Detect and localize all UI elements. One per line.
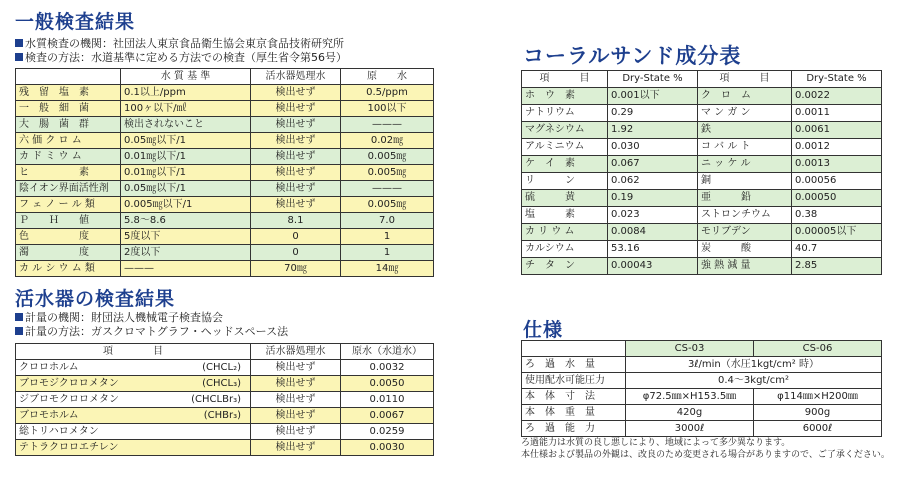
table-row [522, 173, 882, 190]
item-name: 陰イオン界面活性剤 [16, 181, 121, 197]
table-row [16, 245, 434, 261]
element-value: 0.001以下 [608, 88, 698, 105]
element-value: 53.16 [608, 241, 698, 258]
spec-value-cs06: 900g [754, 405, 882, 421]
table-row [522, 389, 882, 405]
table-row [522, 373, 882, 389]
item-name: 残 留 塩 素 [16, 85, 121, 101]
raw-water-value: 100以下 [341, 101, 434, 117]
item-label: クロロホルム [19, 361, 79, 373]
table-row [16, 101, 434, 117]
spec-value-cs03: 3000ℓ [626, 421, 754, 437]
treated-water-value: 検出せず [251, 440, 341, 456]
column-header: 活水器処理水 [251, 344, 341, 360]
raw-water-value: 0.02㎎ [341, 133, 434, 149]
treated-water-value: 検出せず [251, 408, 341, 424]
item-formula: (CHBr₃) [203, 409, 241, 421]
item-formula: (CHCL₃) [202, 377, 241, 389]
item-label: ブロモホルム [19, 409, 79, 421]
item-name: 濁 度 [16, 245, 121, 261]
element-name: カ リ ウ ム [522, 224, 608, 241]
table-row [522, 207, 882, 224]
table-row [522, 224, 882, 241]
raw-water-value: 0.5/ppm [341, 85, 434, 101]
table-header-row [16, 69, 434, 85]
treated-water-value: 検出せず [251, 376, 341, 392]
column-header: 活水器処理水 [251, 69, 341, 85]
spec-label: 本 体 重 量 [522, 405, 626, 421]
coral-sand-composition-title: コーラルサンド成分表 [523, 44, 742, 68]
raw-water-value: 0.0067 [341, 408, 434, 424]
model-header: CS-03 [626, 341, 754, 357]
element-value: 0.0012 [792, 139, 882, 156]
table-header-row [16, 344, 434, 360]
table-row [16, 229, 434, 245]
element-value: 0.00056 [792, 173, 882, 190]
treated-water-value: 0 [251, 229, 341, 245]
table-row [522, 405, 882, 421]
treated-water-value: 70㎎ [251, 261, 341, 277]
table-row [522, 421, 882, 437]
raw-water-value: 0.0259 [341, 424, 434, 440]
measurement-method: 計量の方法：ガスクロマトグラフ・ヘッドスペース法 [15, 325, 288, 338]
water-quality-standard: ——— [121, 261, 251, 277]
spec-value-cs03: 420g [626, 405, 754, 421]
model-header: CS-06 [754, 341, 882, 357]
table-row [522, 190, 882, 207]
raw-water-value: 0.0110 [341, 392, 434, 408]
table-row [522, 258, 882, 275]
element-name: ニ ッ ケ ル [698, 156, 792, 173]
element-value: 0.19 [608, 190, 698, 207]
model-header [522, 341, 626, 357]
element-name: アルミニウム [522, 139, 608, 156]
raw-water-value: 14㎎ [341, 261, 434, 277]
water-quality-standard: 0.01㎎以下/1 [121, 165, 251, 181]
water-quality-standard: 0.01㎎以下/1 [121, 149, 251, 165]
table-row [522, 357, 882, 373]
column-header: Dry-State % [608, 71, 698, 88]
table-row [16, 376, 434, 392]
water-quality-standard: 0.1以上/ppm [121, 85, 251, 101]
general-inspection-table [15, 68, 434, 277]
treated-water-value: 検出せず [251, 117, 341, 133]
treated-water-value: 8.1 [251, 213, 341, 229]
general-inspection-title: 一般検査結果 [15, 11, 136, 33]
spec-label: 使用配水可能圧力 [522, 373, 626, 389]
water-activator-inspection-title: 活水器の検査結果 [15, 288, 176, 310]
table-row [16, 85, 434, 101]
column-header: 原 水 [341, 69, 434, 85]
table-header-row [522, 341, 882, 357]
column-header: Dry-State % [792, 71, 882, 88]
specification-table [521, 340, 882, 437]
spec-value: 3ℓ/min（水圧1kgt/cm² 時） [626, 357, 882, 373]
element-name: ケ イ 素 [522, 156, 608, 173]
item-name [16, 440, 251, 456]
item-name: 大 腸 菌 群 [16, 117, 121, 133]
water-quality-standard: 2度以下 [121, 245, 251, 261]
raw-water-value: 0.005㎎ [341, 149, 434, 165]
item-name [16, 392, 251, 408]
raw-water-value: 7.0 [341, 213, 434, 229]
spec-value-cs06: 6000ℓ [754, 421, 882, 437]
column-header: 項 目 [698, 71, 792, 88]
treated-water-value: 検出せず [251, 165, 341, 181]
item-name [16, 360, 251, 376]
element-value: 0.023 [608, 207, 698, 224]
element-name: 強 熱 減 量 [698, 258, 792, 275]
water-quality-standard: 5.8～8.6 [121, 213, 251, 229]
element-value: 0.067 [608, 156, 698, 173]
table-row [16, 440, 434, 456]
element-value: 0.0022 [792, 88, 882, 105]
element-value: 0.00005以下 [792, 224, 882, 241]
item-name: 六 価 ク ロ ム [16, 133, 121, 149]
treated-water-value: 検出せず [251, 197, 341, 213]
inspection-method: 検査の方法：水道基準に定める方法での検査（厚生省令第56号） [15, 51, 347, 64]
water-quality-standard: 100ヶ以下/㎖ [121, 101, 251, 117]
table-row [16, 181, 434, 197]
table-row [16, 360, 434, 376]
measurement-organization: 計量の機関：財団法人機械電子検査協会 [15, 311, 223, 324]
raw-water-value: ——— [341, 181, 434, 197]
element-value: 0.38 [792, 207, 882, 224]
element-value: 0.29 [608, 105, 698, 122]
item-name [16, 424, 251, 440]
element-name: ク ロ ム [698, 88, 792, 105]
table-row [16, 424, 434, 440]
table-row [16, 408, 434, 424]
column-header [16, 69, 121, 85]
treated-water-value: 検出せず [251, 181, 341, 197]
treated-water-value: 検出せず [251, 360, 341, 376]
coral-sand-composition-table [521, 70, 882, 275]
raw-water-value: 1 [341, 245, 434, 261]
table-row [16, 117, 434, 133]
raw-water-value: 0.005㎎ [341, 197, 434, 213]
element-value: 0.00050 [792, 190, 882, 207]
element-value: 0.0013 [792, 156, 882, 173]
item-label: ブロモジクロロメタン [19, 377, 119, 389]
raw-water-value: 0.0032 [341, 360, 434, 376]
water-quality-standard: 検出されないこと [121, 117, 251, 133]
element-value: 0.00043 [608, 258, 698, 275]
table-header-row [522, 71, 882, 88]
spec-label: ろ 過 能 力 [522, 421, 626, 437]
water-quality-standard: 0.05㎎以下/1 [121, 133, 251, 149]
item-formula: (CHCL₂) [202, 361, 241, 373]
item-label: 総トリハロメタン [19, 425, 99, 437]
item-name [16, 376, 251, 392]
element-value: 0.0084 [608, 224, 698, 241]
element-value: 1.92 [608, 122, 698, 139]
column-header: 項 目 [522, 71, 608, 88]
treated-water-value: 検出せず [251, 392, 341, 408]
water-activator-inspection-table [15, 343, 434, 456]
table-row [522, 139, 882, 156]
column-header: 項 目 [16, 344, 251, 360]
element-name: マグネシウム [522, 122, 608, 139]
element-name: 亜 鉛 [698, 190, 792, 207]
item-name: 色 度 [16, 229, 121, 245]
item-name: カ ド ミ ウ ム [16, 149, 121, 165]
column-header: 水 質 基 準 [121, 69, 251, 85]
element-value: 0.030 [608, 139, 698, 156]
water-quality-standard: 0.005㎎以下/1 [121, 197, 251, 213]
item-name: ヒ 素 [16, 165, 121, 181]
table-row [16, 197, 434, 213]
spec-note-1: ろ過能力は水質の良し悪しにより、地域によって多少異なります。 [521, 438, 791, 448]
table-row [16, 392, 434, 408]
table-row [522, 105, 882, 122]
element-name: コ バ ル ト [698, 139, 792, 156]
treated-water-value: 検出せず [251, 85, 341, 101]
element-name: ナトリウム [522, 105, 608, 122]
item-name: フ ェ ノ ー ル 類 [16, 197, 121, 213]
element-name: リ ン [522, 173, 608, 190]
table-row [16, 133, 434, 149]
element-value: 0.0061 [792, 122, 882, 139]
specification-title: 仕様 [523, 319, 564, 341]
spec-label: ろ 過 水 量 [522, 357, 626, 373]
element-name: 硫 黄 [522, 190, 608, 207]
item-label: ジブロモクロロメタン [19, 393, 119, 405]
element-name: マ ン ガ ン [698, 105, 792, 122]
item-name: Ｐ Ｈ 値 [16, 213, 121, 229]
raw-water-value: 0.0050 [341, 376, 434, 392]
raw-water-value: 1 [341, 229, 434, 245]
spec-value: 0.4～3kgt/cm² [626, 373, 882, 389]
treated-water-value: 0 [251, 245, 341, 261]
raw-water-value: 0.005㎎ [341, 165, 434, 181]
element-value: 0.0011 [792, 105, 882, 122]
treated-water-value: 検出せず [251, 424, 341, 440]
water-quality-standard: 5度以下 [121, 229, 251, 245]
table-row [16, 213, 434, 229]
element-value: 2.85 [792, 258, 882, 275]
element-name: チ タ ン [522, 258, 608, 275]
spec-note-2: 本仕様および製品の外観は、改良のため変更される場合がありますので、ご了承ください。 [521, 450, 890, 460]
item-label: テトラクロロエチレン [19, 441, 119, 453]
table-row [522, 156, 882, 173]
inspection-organization: 水質検査の機関：社団法人東京食品衛生協会東京食品技術研究所 [15, 37, 344, 50]
item-name: 一 般 細 菌 [16, 101, 121, 117]
element-name: モリブデン [698, 224, 792, 241]
item-name: カ ル シ ウ ム 類 [16, 261, 121, 277]
element-name: ホ ウ 素 [522, 88, 608, 105]
element-name: 銅 [698, 173, 792, 190]
column-header: 原水（水道水） [341, 344, 434, 360]
treated-water-value: 検出せず [251, 149, 341, 165]
water-quality-standard: 0.05㎎以下/1 [121, 181, 251, 197]
element-name: 鉄 [698, 122, 792, 139]
table-row [522, 241, 882, 258]
raw-water-value: 0.0030 [341, 440, 434, 456]
table-row [16, 165, 434, 181]
element-value: 40.7 [792, 241, 882, 258]
table-row [522, 122, 882, 139]
spec-value-cs06: φ114㎜×H200㎜ [754, 389, 882, 405]
table-row [522, 88, 882, 105]
table-row [16, 261, 434, 277]
element-name: 炭 酸 [698, 241, 792, 258]
treated-water-value: 検出せず [251, 101, 341, 117]
treated-water-value: 検出せず [251, 133, 341, 149]
element-name: カルシウム [522, 241, 608, 258]
raw-water-value: ——— [341, 117, 434, 133]
element-name: ストロンチウム [698, 207, 792, 224]
table-row [16, 149, 434, 165]
spec-value-cs03: φ72.5㎜×H153.5㎜ [626, 389, 754, 405]
element-value: 0.062 [608, 173, 698, 190]
item-name [16, 408, 251, 424]
spec-label: 本 体 寸 法 [522, 389, 626, 405]
item-formula: (CHCLBr₃) [191, 393, 241, 405]
element-name: 塩 素 [522, 207, 608, 224]
